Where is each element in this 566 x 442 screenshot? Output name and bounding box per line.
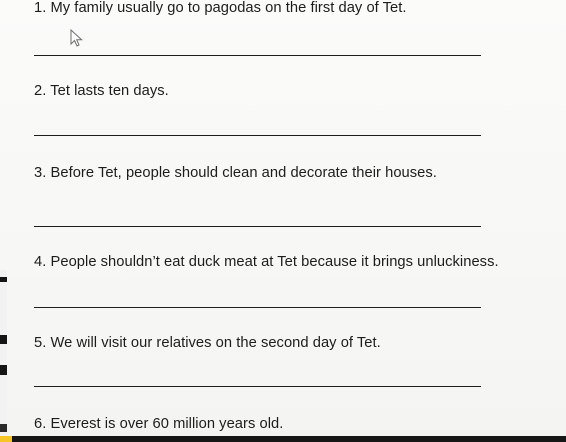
question-number: 4.	[34, 254, 47, 270]
left-edge-strip	[0, 270, 7, 442]
question-text: We will visit our relatives on the second day of Tet.	[50, 335, 381, 351]
answer-line-4[interactable]	[34, 307, 481, 308]
answer-line-5[interactable]	[34, 386, 481, 387]
question-5	[34, 335, 381, 351]
question-number: 5.	[34, 335, 47, 351]
question-1	[34, 0, 407, 16]
question-4	[34, 254, 499, 270]
question-2	[34, 83, 169, 99]
question-text: Tet lasts ten days.	[50, 83, 169, 99]
left-edge-mark	[0, 277, 7, 282]
question-text: Before Tet, people should clean and decorate their houses.	[50, 165, 437, 181]
question-number: 2.	[34, 83, 47, 99]
question-text: People shouldn’t eat duck meat at Tet because it brings unluckiness.	[50, 254, 499, 270]
question-text: Everest is over 60 million years old.	[50, 416, 284, 432]
left-edge-mark	[0, 424, 7, 432]
mouse-pointer-icon	[70, 29, 86, 47]
question-number: 6.	[34, 416, 47, 432]
answer-line-1[interactable]	[34, 55, 481, 56]
answer-line-3[interactable]	[34, 226, 481, 227]
left-edge-mark	[0, 335, 7, 344]
bottom-accent	[0, 436, 12, 442]
bottom-bar	[0, 436, 566, 442]
question-6	[34, 416, 283, 432]
question-number: 1.	[34, 0, 47, 16]
question-number: 3.	[34, 165, 47, 181]
question-text: My family usually go to pagodas on the first day of Tet.	[50, 0, 407, 16]
left-edge-mark	[0, 365, 7, 375]
question-3	[34, 165, 437, 181]
answer-line-2[interactable]	[34, 135, 481, 136]
